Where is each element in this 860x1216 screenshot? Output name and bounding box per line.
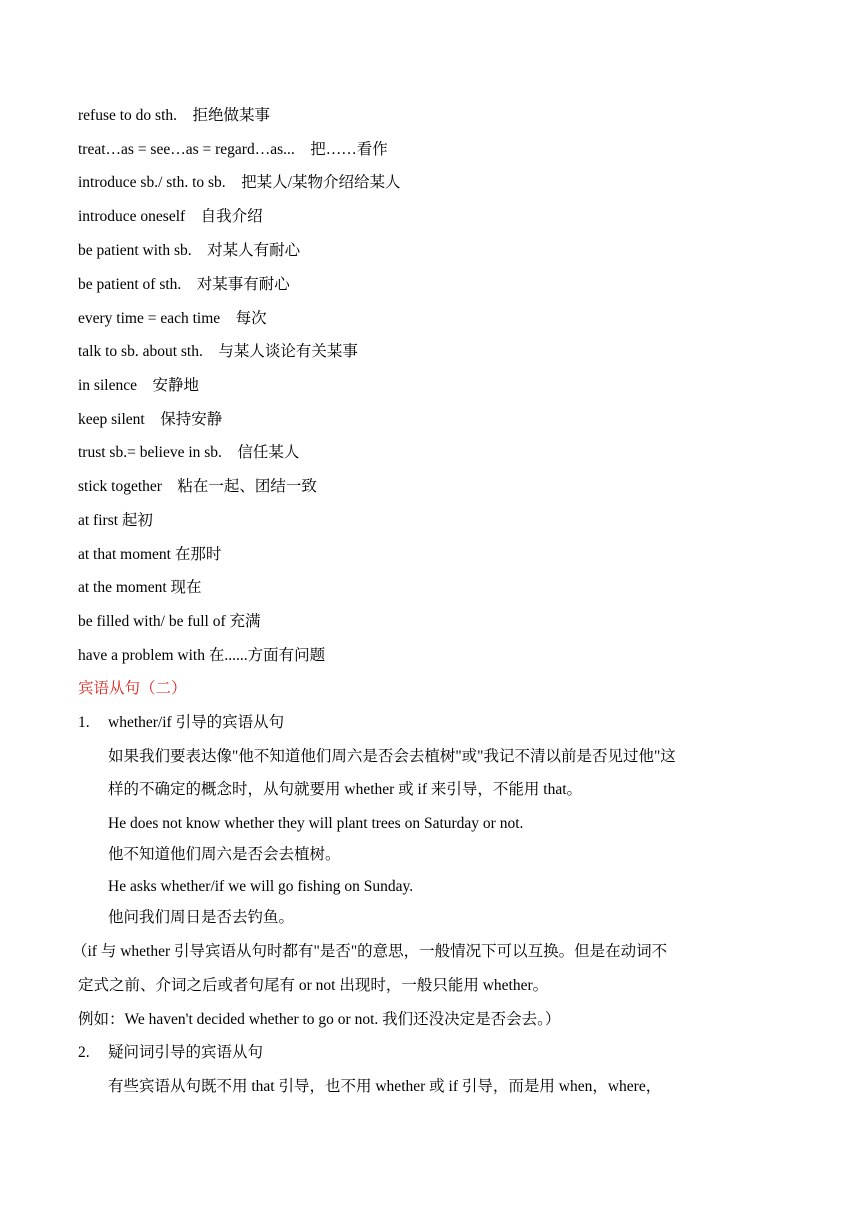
item-1-number: 1. — [78, 714, 90, 731]
item-1-heading: whether/if 引导的宾语从句 — [108, 714, 285, 731]
item-2-heading: 疑问词引导的宾语从句 — [108, 1044, 264, 1061]
vocab-line: every time = each time 每次 — [78, 310, 267, 327]
vocab-line: treat…as = see…as = regard…as... 把……看作 — [78, 141, 388, 158]
note-line: （if 与 whether 引导宾语从句时都有"是否"的意思，一般情况下可以互换。但是在动词不 — [72, 943, 668, 960]
vocab-line: keep silent 保持安静 — [78, 411, 223, 428]
vocab-line: refuse to do sth. 拒绝做某事 — [78, 107, 271, 124]
section-title: 宾语从句（二） — [78, 680, 187, 697]
vocab-line: be filled with/ be full of 充满 — [78, 613, 261, 630]
item-1-heading-row — [78, 713, 284, 733]
vocab-line: in silence 安静地 — [78, 377, 199, 394]
item-2-heading-row — [78, 1043, 263, 1063]
item-2-number: 2. — [78, 1044, 90, 1061]
example-english: He does not know whether they will plant trees on Saturday or not. — [108, 815, 524, 832]
vocab-line: trust sb.= believe in sb. 信任某人 — [78, 444, 300, 461]
note-line: 例如：We haven't decided whether to go or not. 我们还没决定是否会去。） — [78, 1011, 561, 1028]
vocab-line: talk to sb. about sth. 与某人谈论有关某事 — [78, 343, 358, 360]
item-1-para-line: 如果我们要表达像"他不知道他们周六是否会去植树"或"我记不清以前是否见过他"这 — [108, 748, 676, 765]
item-2-para-line: 有些宾语从句既不用 that 引导，也不用 whether 或 if 引导，而是用 when，where， — [108, 1078, 662, 1095]
vocab-line: at that moment 在那时 — [78, 546, 222, 563]
vocab-line: at the moment 现在 — [78, 579, 202, 596]
vocab-line: be patient of sth. 对某事有耐心 — [78, 276, 290, 293]
item-1-para-line: 样的不确定的概念时，从句就要用 whether 或 if 来引导，不能用 that。 — [108, 781, 583, 798]
vocab-line: have a problem with 在......方面有问题 — [78, 647, 326, 664]
vocab-line: at first 起初 — [78, 512, 153, 529]
note-line: 定式之前、介词之后或者句尾有 or not 出现时，一般只能用 whether。 — [78, 977, 549, 994]
vocab-line: stick together 粘在一起、团结一致 — [78, 478, 317, 495]
example-chinese: 他问我们周日是否去钓鱼。 — [108, 909, 295, 926]
vocab-line: introduce oneself 自我介绍 — [78, 208, 263, 225]
vocab-line: be patient with sb. 对某人有耐心 — [78, 242, 301, 259]
vocab-line: introduce sb./ sth. to sb. 把某人/某物介绍给某人 — [78, 174, 401, 191]
example-english: He asks whether/if we will go fishing on Sunday. — [108, 878, 414, 895]
example-chinese: 他不知道他们周六是否会去植树。 — [108, 846, 341, 863]
